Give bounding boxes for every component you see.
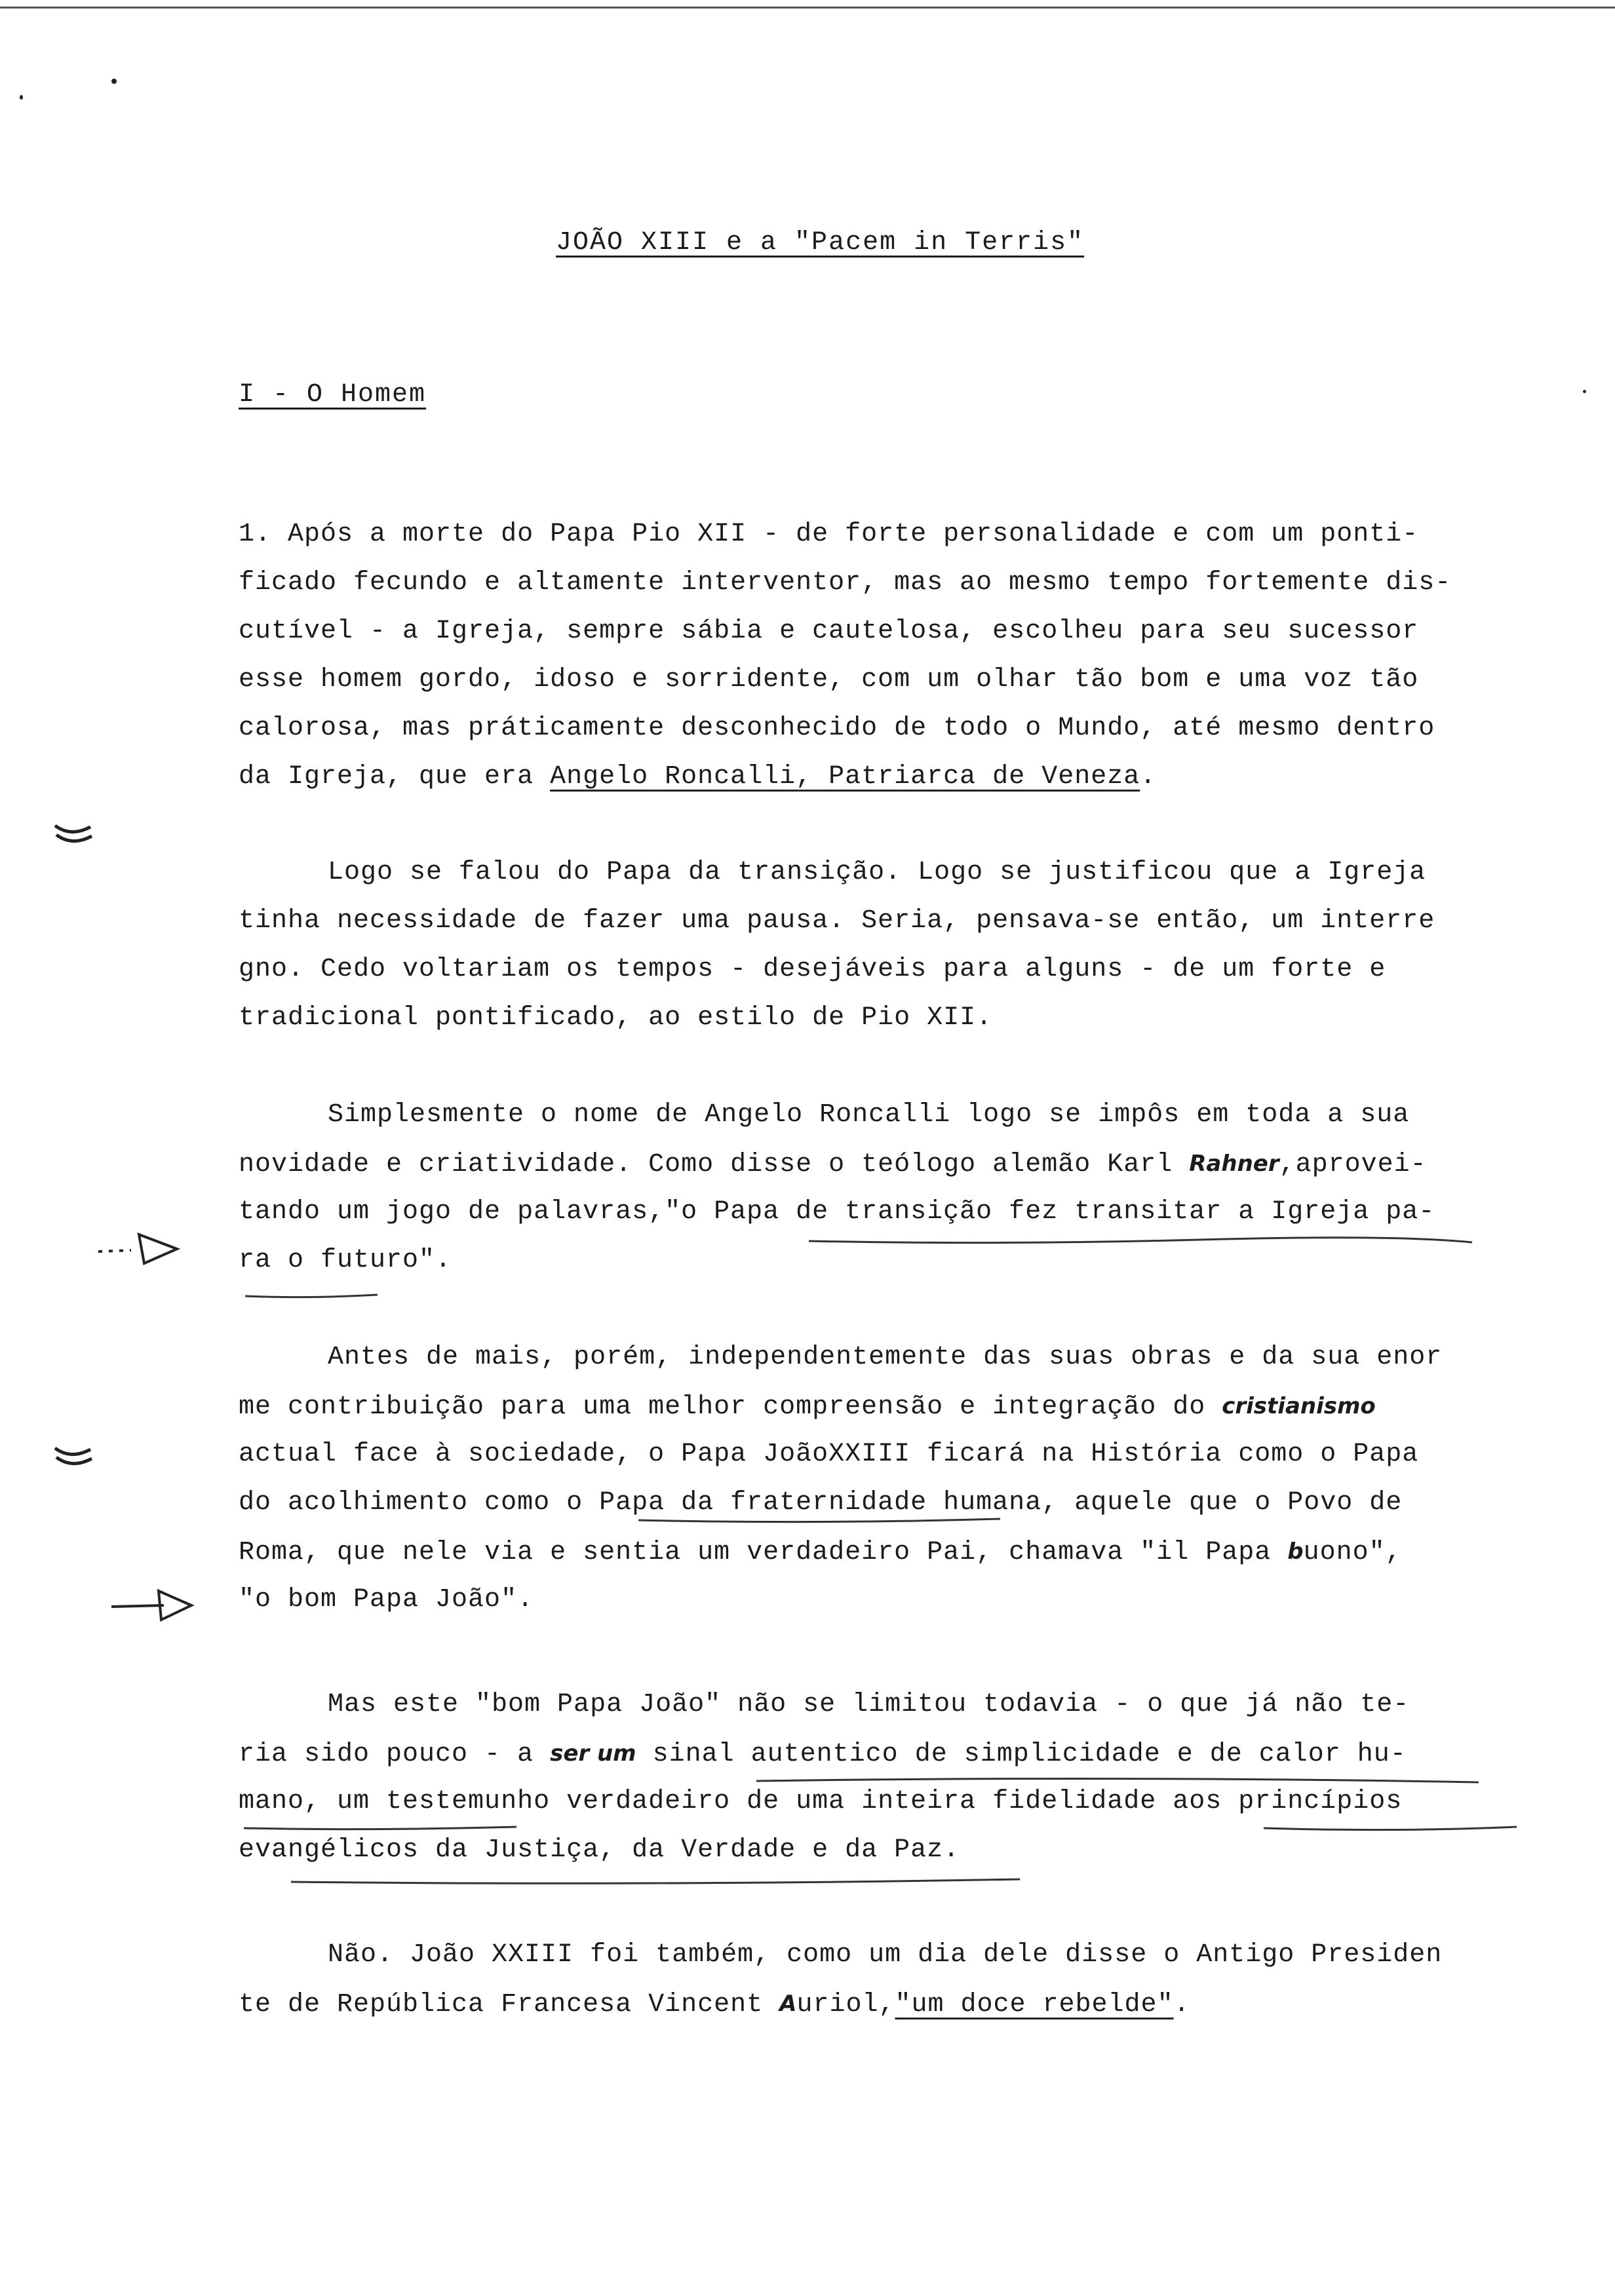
paragraph-line <box>239 1390 1376 1423</box>
paragraph-line: "o bom Papa João". <box>239 1585 534 1615</box>
paragraph-line: tando um jogo de palavras,"o Papa de transição fez transitar a Igreja pa- <box>239 1197 1435 1227</box>
paragraph-line: tinha necessidade de fazer uma pausa. Seria, pensava-se então, um interre <box>239 906 1435 936</box>
scan-speck <box>1583 390 1586 393</box>
text-run: Roma, que nele via e sentia um verdadeiro Pai, chamava "il Papa <box>239 1538 1288 1567</box>
paragraph-line: calorosa, mas práticamente desconhecido de todo o Mundo, até mesmo dentro <box>239 714 1435 743</box>
paragraph-line <box>239 1536 1402 1569</box>
paragraph-line <box>239 1148 1427 1181</box>
scan-speck <box>111 79 117 84</box>
paragraph-line: gno. Cedo voltariam os tempos - desejáveis para alguns - de um forte e <box>239 955 1386 984</box>
paragraph-line: Não. João XXIII foi também, como um dia dele disse o Antigo Presiden <box>328 1940 1443 1970</box>
paragraph-line: esse homem gordo, idoso e sorridente, com um olhar tão bom e uma voz tão <box>239 665 1419 695</box>
paragraph-line: ficado fecundo e altamente interventor, mas ao mesmo tempo fortemente dis- <box>239 568 1452 598</box>
paragraph-line: 1. Após a morte do Papa Pio XII - de forte personalidade e com um ponti- <box>239 520 1419 549</box>
margin-arrow-icon <box>92 1225 184 1278</box>
pen-underline <box>243 1290 380 1303</box>
handwritten-correction: b <box>1287 1539 1304 1565</box>
text-run: sinal autentico de simplicidade e de calor hu- <box>636 1740 1407 1769</box>
paragraph-line: do acolhimento como o Papa da fraternidade humana, aquele que o Povo de <box>239 1488 1403 1518</box>
handwritten-correction: A <box>779 1991 797 2017</box>
text-run: ,aprovei- <box>1279 1150 1427 1179</box>
handwritten-correction: Rahner <box>1189 1151 1279 1177</box>
pen-underline <box>241 1822 1519 1837</box>
text-run: uono", <box>1303 1538 1402 1567</box>
paragraph-line: Logo se falou do Papa da transição. Logo se justificou que a Igreja <box>328 858 1426 887</box>
document-title: JOÃO XIII e a "Pacem in Terris" <box>556 228 1085 258</box>
text-run: me contribuição para uma melhor compreensão e integração do <box>239 1392 1222 1422</box>
paragraph-line: ra o futuro". <box>239 1246 452 1275</box>
paragraph-line: Simplesmente o nome de Angelo Roncalli logo se impôs em toda a sua <box>328 1100 1410 1130</box>
paragraph-line: mano, um testemunho verdadeiro de uma inteira fidelidade aos princípios <box>239 1787 1403 1816</box>
paragraph-line: tradicional pontificado, ao estilo de Pio XII. <box>239 1003 993 1033</box>
paragraph-line: actual face à sociedade, o Papa JoãoXXIII ficará na História como o Papa <box>239 1440 1419 1469</box>
scan-edge-line <box>0 7 1615 9</box>
text-run: te de República Francesa Vincent <box>239 1990 780 2019</box>
paragraph-line: evangélicos da Justiça, da Verdade e da Paz. <box>239 1835 960 1865</box>
text-run: uriol, <box>796 1990 895 2019</box>
text-run: . <box>1173 1990 1190 2019</box>
text-run: da Igreja, que era <box>239 762 551 792</box>
text-run: . <box>1140 762 1157 792</box>
text-run: ria sido pouco - a <box>239 1740 551 1769</box>
paragraph-line: Mas este "bom Papa João" não se limitou todavia - o que já não te- <box>328 1690 1410 1719</box>
paragraph-line <box>239 1988 1190 2021</box>
paragraph-line: cutível - a Igreja, sempre sábia e cautelosa, escolheu para seu sucessor <box>239 617 1419 646</box>
handwritten-insertion: ser um <box>550 1740 636 1767</box>
pen-underline <box>806 1232 1475 1252</box>
pen-underline <box>754 1773 1481 1789</box>
paragraph-line: Antes de mais, porém, independentemente das suas obras e da sua enor <box>328 1343 1443 1372</box>
margin-mark-icon <box>51 1442 97 1481</box>
section-heading: I - O Homem <box>239 380 427 410</box>
paragraph-line <box>239 1738 1407 1770</box>
scan-speck <box>20 95 23 100</box>
pen-underlined-quote: "um doce rebelde" <box>895 1990 1174 2019</box>
handwritten-correction: cristianismo <box>1222 1393 1376 1419</box>
margin-arrow-icon <box>105 1579 197 1632</box>
margin-mark-icon <box>51 819 97 858</box>
pen-underline <box>288 1874 1022 1890</box>
pen-underline <box>636 1514 1003 1527</box>
text-run: novidade e criatividade. Como disse o teólogo alemão Karl <box>239 1150 1190 1179</box>
paragraph-line <box>239 761 1156 793</box>
pen-underlined-phrase: Angelo Roncalli, Patriarca de Veneza <box>550 762 1140 792</box>
